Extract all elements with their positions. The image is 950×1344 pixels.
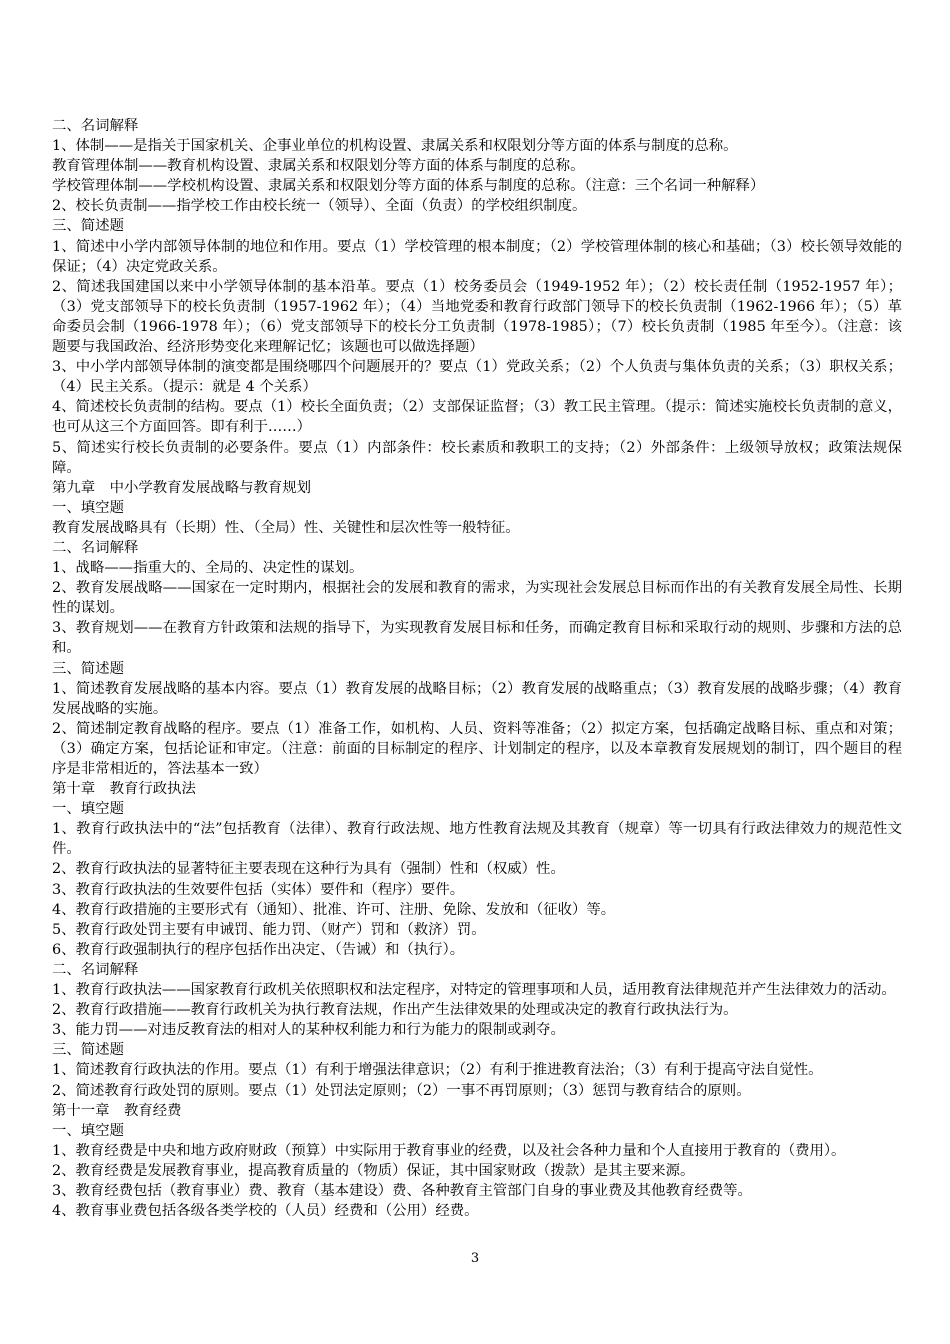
section-heading: 三、简述题 <box>52 660 124 677</box>
document-body <box>52 116 902 1221</box>
paragraph: 2、校长负责制——指学校工作由校长统一（领导）、全面（负责）的学校组织制度。 <box>52 198 587 215</box>
section-heading: 二、名词解释 <box>52 118 139 134</box>
paragraph: 1、简述教育行政执法的作用。要点（1）有利于增强法律意识；（2）有利于推进教育法治；（3）有利于提高守法自觉性。 <box>52 1062 823 1079</box>
paragraph: 3、中小学内部领导体制的演变都是围绕哪四个问题展开的？要点（1）党政关系；（2）个人负责与集体负责的关系；（3）职权关系；（4）民主关系。（提示：就是 4 个关系） <box>52 359 902 396</box>
paragraph: 教育管理体制——教育机构设置、隶属关系和权限划分等方面的体系与制度的总称。 <box>52 158 585 175</box>
paragraph: 1、战略——指重大的、全局的、决定性的谋划。 <box>52 560 364 577</box>
page-number: 3 <box>470 1251 480 1266</box>
chapter-heading: 第十一章 教育经费 <box>52 1102 182 1119</box>
paragraph: 3、教育规划——在教育方针政策和法规的指导下，为实现教育发展目标和任务，而确定教育目标和采取行动的规则、步骤和方法的总和。 <box>52 620 902 657</box>
section-heading: 二、名词解释 <box>52 539 139 556</box>
paragraph: 1、教育行政执法——国家教育行政机关依照职权和法定程序，对特定的管理事项和人员，适用教育法律规范并产生法律效力的活动。 <box>52 982 896 999</box>
paragraph: 5、简述实行校长负责制的必要条件。要点（1）内部条件：校长素质和教职工的支持；（2）外部条件：上级领导放权；政策法规保障。 <box>52 439 902 476</box>
section-heading: 一、填空题 <box>52 1122 124 1139</box>
paragraph: 5、教育行政处罚主要有申诫罚、能力罚、（财产）罚和（救济）罚。 <box>52 921 486 938</box>
section-heading: 三、简述题 <box>52 1042 124 1059</box>
paragraph: 2、教育经费是发展教育事业，提高教育质量的（物质）保证，其中国家财政（拨款）是其主要来源。 <box>52 1162 695 1179</box>
paragraph: 4、简述校长负责制的结构。要点（1）校长全面负责；（2）支部保证监督；（3）教工民主管理。（提示：简述实施校长负责制的意义，也可从这三个方面回答。即有利于……） <box>52 399 902 436</box>
paragraph: 6、教育行政强制执行的程序包括作出决定、（告诫）和（执行）。 <box>52 941 465 958</box>
paragraph: 2、教育行政措施——教育行政机关为执行教育法规，作出产生法律效果的处理或决定的教育行政执法行为。 <box>52 1002 738 1019</box>
paragraph: 1、教育行政执法中的“法”包括教育（法律）、教育行政法规、地方性教育法规及其教育（规章）等一切具有行政法律效力的规范性文件。 <box>52 821 902 858</box>
paragraph: 学校管理体制——学校机构设置、隶属关系和权限划分等方面的体系与制度的总称。（注意：三个名词一种解释） <box>52 178 765 195</box>
section-heading: 二、名词解释 <box>52 961 139 978</box>
section-heading: 一、填空题 <box>52 499 124 516</box>
paragraph: 3、教育行政执法的生效要件包括（实体）要件和（程序）要件。 <box>52 881 465 898</box>
paragraph: 1、体制——是指关于国家机关、企事业单位的机构设置、隶属关系和权限划分等方面的体系与制度的总称。 <box>52 138 738 155</box>
paragraph: 2、简述教育行政处罚的原则。要点（1）处罚法定原则；（2）一事不再罚原则；（3）惩罚与教育结合的原则。 <box>52 1082 751 1099</box>
chapter-heading: 第十章 教育行政执法 <box>52 781 196 798</box>
paragraph: 4、教育事业费包括各级各类学校的（人员）经费和（公用）经费。 <box>52 1203 479 1220</box>
chapter-heading: 第九章 中小学教育发展战略与教育规划 <box>52 479 312 496</box>
paragraph: 2、简述制定教育战略的程序。要点（1）准备工作，如机构、人员、资料等准备；（2）拟定方案，包括确定战略目标、重点和对策；（3）确定方案，包括论证和审定。（注意：前面的目标制定的程序、计划制定的程序，以及本章教育发展规划的制订，四个题目的程序是非常相近的，答法基本一致） <box>52 720 902 777</box>
paragraph: 3、能力罚——对违反教育法的相对人的某种权利能力和行为能力的限制或剥夺。 <box>52 1022 565 1039</box>
paragraph: 3、教育经费包括（教育事业）费、教育（基本建设）费、各种教育主管部门自身的事业费及其他教育经费等。 <box>52 1182 752 1199</box>
section-heading: 一、填空题 <box>52 801 124 818</box>
paragraph: 2、教育发展战略——国家在一定时期内，根据社会的发展和教育的需求，为实现社会发展总目标而作出的有关教育发展全局性、长期性的谋划。 <box>52 580 902 617</box>
paragraph: 1、教育经费是中央和地方政府财政（预算）中实际用于教育事业的经费，以及社会各种力量和个人直接用于教育的（费用）。 <box>52 1142 846 1159</box>
paragraph: 1、简述中小学内部领导体制的地位和作用。要点（1）学校管理的根本制度；（2）学校管理体制的核心和基础；（3）校长领导效能的保证；（4）决定党政关系。 <box>52 238 902 275</box>
paragraph: 2、教育行政执法的显著特征主要表现在这种行为具有（强制）性和（权威）性。 <box>52 861 565 878</box>
paragraph: 教育发展战略具有（长期）性、（全局）性、关键性和层次性等一般特征。 <box>52 519 520 536</box>
paragraph: 1、简述教育发展战略的基本内容。要点（1）教育发展的战略目标；（2）教育发展的战略重点；（3）教育发展的战略步骤；（4）教育发展战略的实施。 <box>52 680 902 717</box>
paragraph: 4、教育行政措施的主要形式有（通知）、批准、许可、注册、免除、发放和（征收）等。 <box>52 901 616 918</box>
paragraph: 2、简述我国建国以来中小学领导体制的基本沿革。要点（1）校务委员会（1949-1952 年）；（2）校长责任制（1952-1957 年）；（3）党支部领导下的校长负责制（1957-1962 年）；（4）当地党委和教育行政部门领导下的校长负责制（1962-1966 年）；（5）革命委员会制（1966-1978 年）；（6）党支部领导下的校长分工负责制（1978-1985）；（7）校长负责制（1985 年至今）。（注意：该题要与我国政治、经济形势变化来理解记忆；该题也可以做选择题） <box>52 278 902 356</box>
section-heading: 三、简述题 <box>52 218 124 235</box>
